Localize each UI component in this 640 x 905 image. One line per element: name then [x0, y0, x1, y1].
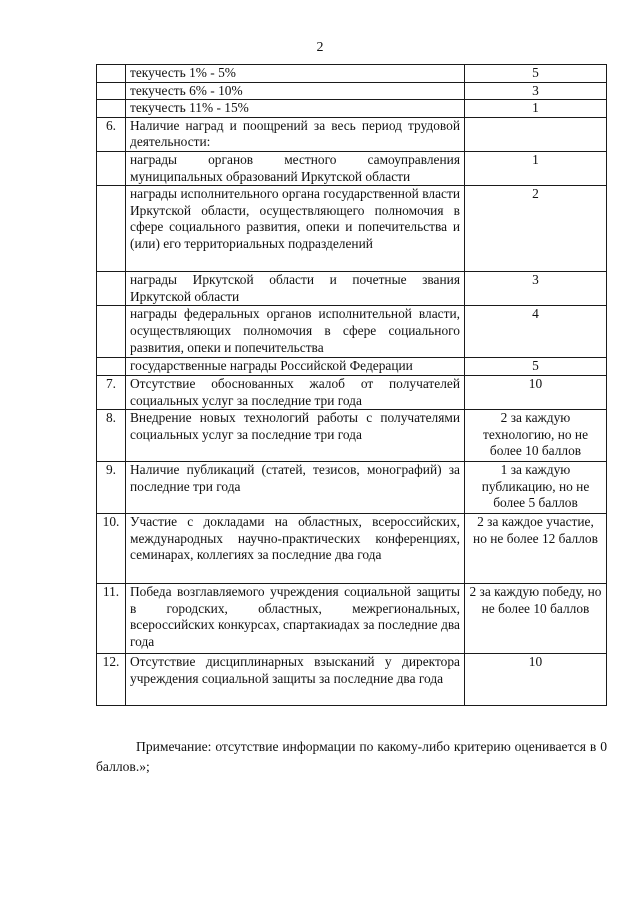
- row-number: [97, 82, 126, 100]
- row-number: 11.: [97, 584, 126, 654]
- criterion-text: текучесть 11% - 15%: [126, 100, 465, 118]
- criterion-score: 1: [465, 100, 607, 118]
- row-number: 9.: [97, 462, 126, 514]
- criterion-score: 5: [465, 65, 607, 83]
- criterion-score: 2 за каждую победу, но не более 10 баллов: [465, 584, 607, 654]
- table-row: [97, 186, 607, 272]
- table-row: [97, 82, 607, 100]
- table-row: [97, 584, 607, 654]
- criterion-text: Наличие наград и поощрений за весь период трудовой деятельности:: [126, 117, 465, 151]
- table-row: [97, 151, 607, 185]
- criterion-score: 3: [465, 272, 607, 306]
- row-number: [97, 358, 126, 376]
- criterion-text: текучесть 6% - 10%: [126, 82, 465, 100]
- criterion-text: награды исполнительного органа государственной власти Иркутской области, осуществляющего полномочия в сфере социального развития, опеки и попечительства и (или) его территориальных подразделений: [126, 186, 465, 272]
- criterion-text: награды Иркутской области и почетные звания Иркутской области: [126, 272, 465, 306]
- row-number: [97, 151, 126, 185]
- criterion-text: Отсутствие обоснованных жалоб от получателей социальных услуг за последние три года: [126, 375, 465, 409]
- table-row: [97, 462, 607, 514]
- row-number: [97, 100, 126, 118]
- row-number: 12.: [97, 654, 126, 706]
- criteria-table: [96, 64, 607, 706]
- criterion-score: 2: [465, 186, 607, 272]
- table-row: [97, 375, 607, 409]
- criterion-score: 2 за каждое участие, но не более 12 баллов: [465, 514, 607, 584]
- table-row: [97, 654, 607, 706]
- criterion-score: 3: [465, 82, 607, 100]
- row-number: [97, 65, 126, 83]
- row-number: 8.: [97, 410, 126, 462]
- criterion-score: 1 за каждую публикацию, но не более 5 баллов: [465, 462, 607, 514]
- criterion-score: 5: [465, 358, 607, 376]
- criterion-text: награды федеральных органов исполнительной власти, осуществляющих полномочия в сфере социального развития, опеки и попечительства: [126, 306, 465, 358]
- criterion-text: Отсутствие дисциплинарных взысканий у директора учреждения социальной защиты за последние два года: [126, 654, 465, 706]
- table-row: [97, 100, 607, 118]
- table-row: [97, 272, 607, 306]
- criterion-text: текучесть 1% - 5%: [126, 65, 465, 83]
- criterion-text: Наличие публикаций (статей, тезисов, монографий) за последние три года: [126, 462, 465, 514]
- table-row: [97, 117, 607, 151]
- table-row: [97, 514, 607, 584]
- criterion-score: 10: [465, 375, 607, 409]
- criterion-score: 4: [465, 306, 607, 358]
- table-row: [97, 410, 607, 462]
- table-row: [97, 358, 607, 376]
- criterion-text: Победа возглавляемого учреждения социальной защиты в городских, областных, межрегиональных, всероссийских конкурсах, спартакиадах за последние два года: [126, 584, 465, 654]
- row-number: [97, 272, 126, 306]
- criterion-text: Участие с докладами на областных, всероссийских, международных научно-практических конференциях, семинарах, коллегиях за последние два года: [126, 514, 465, 584]
- criterion-score: 1: [465, 151, 607, 185]
- row-number: 6.: [97, 117, 126, 151]
- table-row: [97, 65, 607, 83]
- row-number: [97, 186, 126, 272]
- note-paragraph: Примечание: отсутствие информации по какому-либо критерию оценивается в 0 баллов.»;: [96, 739, 607, 774]
- criterion-text: награды органов местного самоуправления муниципальных образований Иркутской области: [126, 151, 465, 185]
- criterion-text: государственные награды Российской Федерации: [126, 358, 465, 376]
- page-number: 2: [316, 40, 324, 55]
- row-number: [97, 306, 126, 358]
- row-number: 7.: [97, 375, 126, 409]
- criterion-score: [465, 117, 607, 151]
- table-row: [97, 306, 607, 358]
- criterion-text: Внедрение новых технологий работы с получателями социальных услуг за последние три года: [126, 410, 465, 462]
- criterion-score: 10: [465, 654, 607, 706]
- criterion-score: 2 за каждую технологию, но не более 10 баллов: [465, 410, 607, 462]
- row-number: 10.: [97, 514, 126, 584]
